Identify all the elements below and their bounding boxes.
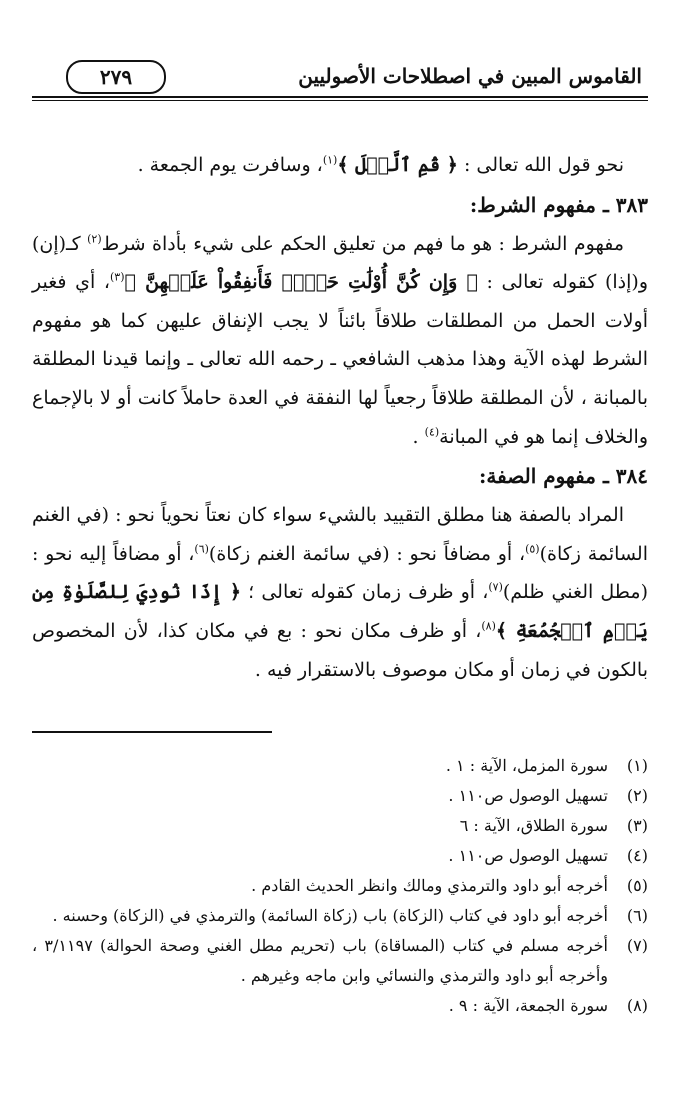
footnote [32, 901, 648, 931]
quran-verse: ﴿ إِذَا نُودِيَ لِلصَّلَوٰةِ مِن يَوۡمِ ٱلۡجُمُعَةِ ﴾ [32, 581, 648, 642]
footnote-number: (١) [626, 756, 648, 776]
footnote [32, 751, 648, 781]
book-page [32, 60, 648, 1021]
paragraph-384 [32, 496, 648, 689]
footnote-text: سورة الطلاق، الآية : ٦ [459, 816, 608, 836]
main-text [32, 146, 648, 689]
heading-384: ٣٨٤ ـ مفهوم الصفة: [479, 464, 648, 489]
footnote-number: (٧) [626, 936, 648, 956]
footnote-number: (٤) [626, 846, 648, 866]
footnote-ref: (٨) [481, 619, 496, 633]
page-header [32, 60, 648, 102]
footnote [32, 811, 648, 841]
footnote-ref: (٧) [488, 581, 503, 595]
paragraph-intro [32, 146, 648, 185]
footnote-text: أخرجه أبو داود في كتاب (الزكاة) باب (زكاة السائمة) والترمذي في (الزكاة) وحسنه . [52, 906, 608, 926]
footnote-text: سورة المزمل، الآية : ١ . [445, 756, 608, 776]
footnote-text: أخرجه مسلم في كتاب (المساقاة) باب (تحريم مطل الغني وصحة الحوالة) ٣/١١٩٧ ، وأخرجه أبو داود والترمذي والنسائي وابن ماجه وغيرهم . [32, 936, 609, 986]
paragraph-383 [32, 225, 648, 457]
footnote-number: (٥) [626, 876, 648, 896]
footnote-ref: (٥) [525, 542, 540, 556]
footnote [32, 841, 648, 871]
text-span: مفهوم الشرط : هو ما فهم من تعليق الحكم على شيء بأداة شرط [101, 232, 624, 255]
footnote [32, 991, 648, 1021]
footnote-text: سورة الجمعة، الآية : ٩ . [448, 996, 608, 1016]
text-span: ، وسافرت يوم الجمعة . [137, 154, 323, 176]
footnote-text: تسهيل الوصول ص١١٠ . [448, 786, 608, 806]
running-title: القاموس المبين في اصطلاحات الأصوليين [298, 64, 642, 88]
text-span: نحو قول الله تعالى : [457, 154, 624, 176]
footnote-ref: (٢) [87, 232, 102, 246]
header-rule-thin [32, 100, 648, 101]
footnote [32, 871, 648, 901]
page-number: ٢٧٩ [66, 60, 166, 94]
footnote-text: تسهيل الوصول ص١١٠ . [448, 846, 608, 866]
text-span: . [412, 425, 425, 448]
footnote-ref: (٤) [424, 425, 440, 439]
footnote-ref: (٣) [109, 270, 125, 284]
text-span: ، أو مضافاً نحو : (في سائمة الغنم زكاة) [208, 542, 526, 565]
text-span: ، أو مضافاً إليه نحو : (مطل الغني ظلم) [32, 542, 648, 604]
quran-verse: ﴿ قُمِ ٱلَّيۡلَ ﴾ [337, 154, 458, 176]
footnotes [32, 751, 648, 1021]
text-span: ، أو ظرف زمان كقوله تعالى ؛ [241, 581, 489, 604]
footnote-separator [32, 731, 272, 733]
text-span: المراد بالصفة هنا مطلق التقييد بالشيء سواء كان نعتاً نحوياً نحو : (في الغنم السائمة زكاة) [32, 504, 648, 565]
header-rule [32, 96, 648, 98]
footnote-ref: (١) [322, 153, 338, 167]
footnote-number: (٣) [626, 816, 648, 836]
text-span: ، أي فغير أولات الحمل من المطلقات طلاقاً بائناً لا يجب الإنفاق عليهن كما هو مفهوم الشرط لهذه الآية وهذا مذهب الشافعي ـ رحمه الله تعالى ـ وإنما قيدنا المطلقة بالمبانة ، لأن المطلقة طلاقاً رجعياً لها النفقة في العدة حاملاً كانت أو لا بالإجماع والخلاف إنما هو في المبانة [32, 271, 648, 448]
footnote-number: (٦) [626, 906, 648, 926]
text-span: ، أو ظرف مكان نحو : بع في مكان كذا، لأن المخصوص بالكون في زمان أو مكان موصوف بالاستقرار فيه . [32, 619, 648, 681]
text-span: كـ(إن) و(إذا) كقوله تعالى : [32, 232, 648, 294]
footnote-number: (٢) [626, 786, 648, 806]
footnote-number: (٨) [626, 996, 648, 1016]
heading-383: ٣٨٣ ـ مفهوم الشرط: [469, 192, 648, 217]
quran-verse: ﴿ وَإِن كُنَّ أُوْلَٰتِ حَمۡلٖ فَأَنفِقُواْ عَلَيۡهِنَّ ﴾ [124, 271, 478, 294]
footnote [32, 931, 648, 991]
footnote [32, 781, 648, 811]
footnote-text: أخرجه أبو داود والترمذي ومالك وانظر الحديث القادم . [251, 876, 608, 896]
footnote-ref: (٦) [194, 542, 209, 556]
